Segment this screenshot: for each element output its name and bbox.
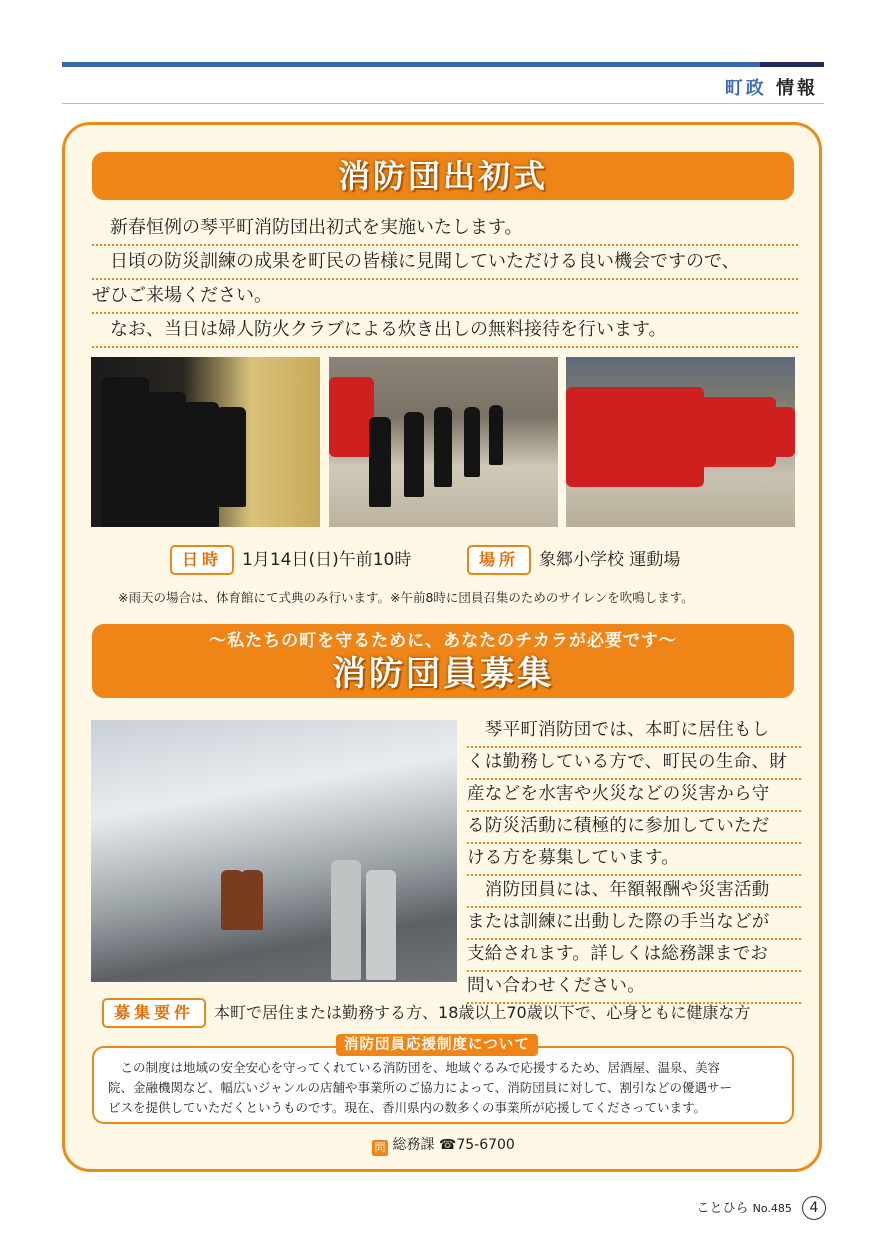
requirements-row bbox=[102, 998, 802, 1028]
contact bbox=[372, 1135, 515, 1156]
header-rule bbox=[62, 103, 824, 104]
support-line-3: ビスを提供していただくというものです。現在、香川県内の数多くの事業所が応援してくださっています。 bbox=[108, 1100, 707, 1115]
requirements-label: 募集要件 bbox=[102, 998, 206, 1028]
recruit-line-6: 消防団員には、年額報酬や災害活動 bbox=[467, 876, 801, 908]
place-value: 象郷小学校 運動場 bbox=[539, 550, 681, 570]
intro-line-4: なお、当日は婦人防火クラブによる炊き出しの無料接待を行います。 bbox=[92, 316, 798, 348]
page-number: 4 bbox=[802, 1196, 826, 1220]
support-title: 消防団員応援制度について bbox=[336, 1034, 538, 1056]
intro-line-3: ぜひご来場ください。 bbox=[92, 282, 798, 314]
event-title: 消防団出初式 bbox=[92, 152, 794, 200]
event-note: ※雨天の場合は、体育館にて式典のみ行います。※午前8時に団員召集のためのサイレンを吹鳴します。 bbox=[118, 590, 694, 605]
photo-firefighters-march bbox=[329, 357, 558, 527]
photo-firefighters-lineup bbox=[91, 357, 320, 527]
support-line-2: 院、金融機関など、幅広いジャンルの店舗や事業所のご協力によって、消防団員に対して、割引などの優遇サー bbox=[108, 1080, 732, 1095]
page-footer bbox=[696, 1196, 826, 1221]
recruit-line-5: ける方を募集しています。 bbox=[467, 844, 801, 876]
recruit-line-3: 産などを水害や火災などの災害から守 bbox=[467, 780, 801, 812]
support-body bbox=[108, 1058, 788, 1118]
place-label: 場所 bbox=[467, 545, 531, 575]
intro-line-2: 日頃の防災訓練の成果を町民の皆様に見聞していただける良い機会ですので、 bbox=[92, 248, 798, 280]
header-bar bbox=[62, 62, 824, 67]
recruit-line-9: 問い合わせください。 bbox=[467, 972, 801, 1004]
issue-number: No.485 bbox=[752, 1202, 792, 1215]
recruit-line-1: 琴平町消防団では、本町に居住もし bbox=[467, 716, 801, 748]
requirements-value: 本町で居住または勤務する方、18歳以上70歳以下で、心身ともに健康な方 bbox=[214, 1003, 751, 1022]
magazine-name: ことひら bbox=[696, 1201, 749, 1216]
recruit-line-2: くは勤務している方で、町民の生命、財 bbox=[467, 748, 801, 780]
recruit-subtitle: ～私たちの町を守るために、あなたのチカラが必要です～ bbox=[209, 631, 677, 651]
inquiry-icon: 問 bbox=[372, 1140, 388, 1156]
section-tag-b: 情報 bbox=[776, 78, 818, 99]
datetime-label: 日時 bbox=[170, 545, 234, 575]
contact-dept: 総務課 bbox=[392, 1137, 435, 1153]
recruit-line-4: る防災活動に積極的に参加していただ bbox=[467, 812, 801, 844]
section-tag bbox=[725, 74, 818, 100]
event-intro bbox=[92, 214, 798, 350]
datetime-row bbox=[170, 545, 411, 573]
recruit-body bbox=[467, 716, 801, 1004]
place-row bbox=[467, 545, 680, 573]
header-bar-accent bbox=[760, 62, 824, 67]
recruit-title: 消防団員募集 bbox=[332, 654, 554, 694]
recruit-banner bbox=[92, 624, 794, 698]
datetime-value: 1月14日(日)午前10時 bbox=[242, 550, 412, 570]
recruit-line-8: 支給されます。詳しくは総務課までお bbox=[467, 940, 801, 972]
photo-firefighting-drill bbox=[91, 720, 457, 982]
section-tag-a: 町政 bbox=[724, 78, 767, 99]
recruit-line-7: または訓練に出動した際の手当などが bbox=[467, 908, 801, 940]
support-line-1: この制度は地域の安全安心を守ってくれている消防団を、地域ぐるみで応援するため、居酒屋、温泉、美容 bbox=[108, 1060, 721, 1075]
photo-fire-trucks bbox=[566, 357, 795, 527]
intro-line-1: 新春恒例の琴平町消防団出初式を実施いたします。 bbox=[92, 214, 798, 246]
contact-phone: ☎75-6700 bbox=[438, 1137, 515, 1153]
